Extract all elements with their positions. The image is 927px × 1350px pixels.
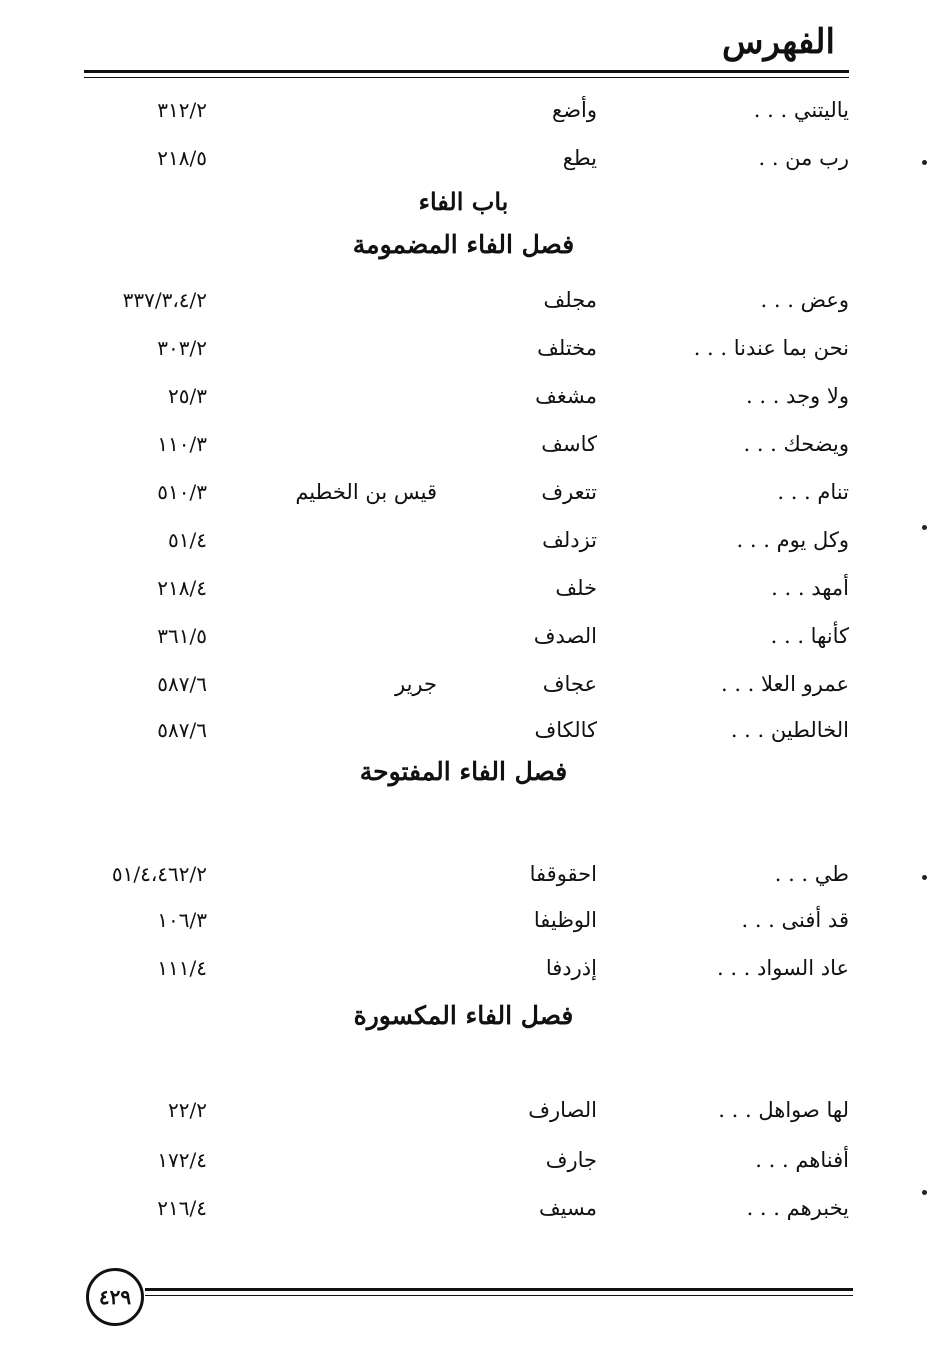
- index-row: [0, 90, 927, 130]
- rhyme-word: كاسف: [541, 432, 597, 456]
- section-title-kasra: فصل الفاء المكسورة: [353, 1001, 574, 1030]
- volume-page-ref: ٢١٨/٥: [157, 146, 207, 170]
- volume-page-ref: ١١١/٤: [157, 956, 207, 980]
- verse-opening: يخبرهم . . .: [746, 1196, 849, 1220]
- index-row: [0, 1090, 927, 1130]
- rhyme-word: مسيف: [538, 1196, 597, 1220]
- page-header-title: الفهرس: [722, 22, 835, 62]
- index-row: [0, 1188, 927, 1228]
- margin-mark: [922, 160, 927, 165]
- page-number: ٤٢٩: [86, 1268, 144, 1326]
- verse-opening: عمرو العلا . . .: [720, 672, 849, 696]
- volume-page-ref: ٢٥/٣: [168, 384, 207, 408]
- rhyme-word: الصدف: [533, 624, 597, 648]
- index-row: [0, 424, 927, 464]
- rhyme-word: كالكاف: [534, 718, 597, 742]
- verse-opening: نحن بما عندنا . . .: [693, 336, 849, 360]
- volume-page-ref: ٥٨٧/٦: [157, 672, 207, 696]
- rhyme-word: الصارف: [528, 1098, 597, 1122]
- verse-opening: عاد السواد . . .: [716, 956, 849, 980]
- volume-page-ref: ١١٠/٣: [157, 432, 207, 456]
- verse-opening: وعض . . .: [760, 288, 849, 312]
- rhyme-word: إذردفا: [545, 956, 597, 980]
- index-row: [0, 710, 927, 750]
- rhyme-word: يطع: [562, 146, 597, 170]
- margin-mark: [922, 875, 927, 880]
- rhyme-word: الوظيفا: [533, 908, 597, 932]
- index-row: [0, 328, 927, 368]
- verse-opening: ياليتني . . .: [753, 98, 849, 122]
- section-title-damma: فصل الفاء المضمومة: [352, 230, 575, 259]
- rhyme-word: عجاف: [542, 672, 597, 696]
- volume-page-ref: ٣٦١/٥: [157, 624, 207, 648]
- verse-opening: طي . . .: [774, 862, 849, 886]
- header-rule: [84, 70, 849, 78]
- verse-opening: كأنها . . .: [770, 624, 849, 648]
- index-row: [0, 376, 927, 416]
- rhyme-word: مجلف: [543, 288, 597, 312]
- volume-page-ref: ٣٠٣/٢: [157, 336, 207, 360]
- index-row: [0, 948, 927, 988]
- verse-opening: ولا وجد . . .: [746, 384, 849, 408]
- index-row: [0, 854, 927, 894]
- section-title-fatha: فصل الفاء المفتوحة: [359, 757, 568, 786]
- volume-page-ref: ٥١٠/٣: [157, 480, 207, 504]
- volume-page-ref: ٢١٨/٤: [157, 576, 207, 600]
- rhyme-word: تتعرف: [541, 480, 597, 504]
- margin-mark: [922, 1190, 927, 1195]
- index-row: [0, 616, 927, 656]
- index-row: [0, 900, 927, 940]
- rhyme-word: مختلف: [537, 336, 597, 360]
- volume-page-ref: ٢٢/٢: [168, 1098, 207, 1122]
- poet-name: جرير: [395, 672, 437, 696]
- volume-page-ref: ٥١/٤،٤٦٢/٢: [111, 862, 207, 886]
- volume-page-ref: ٢١٦/٤: [157, 1196, 207, 1220]
- index-row: [0, 138, 927, 178]
- verse-opening: ويضحك . . .: [743, 432, 849, 456]
- volume-page-ref: ٣٣٧/٣،٤/٢: [122, 288, 207, 312]
- index-row: [0, 472, 927, 512]
- verse-opening: الخالطين . . .: [730, 718, 849, 742]
- volume-page-ref: ١٧٢/٤: [157, 1148, 207, 1172]
- rhyme-word: مشغف: [535, 384, 597, 408]
- rhyme-word: احقوقفا: [529, 862, 597, 886]
- index-row: [0, 520, 927, 560]
- volume-page-ref: ٥١/٤: [168, 528, 207, 552]
- index-row: [0, 1140, 927, 1180]
- volume-page-ref: ١٠٦/٣: [157, 908, 207, 932]
- verse-opening: رب من . .: [758, 146, 849, 170]
- rhyme-word: جارف: [545, 1148, 597, 1172]
- margin-mark: [922, 525, 927, 530]
- volume-page-ref: ٣١٢/٢: [157, 98, 207, 122]
- verse-opening: تنام . . .: [777, 480, 849, 504]
- volume-page-ref: ٥٨٧/٦: [157, 718, 207, 742]
- verse-opening: أمهد . . .: [771, 576, 849, 600]
- verse-opening: لها صواهل . . .: [718, 1098, 849, 1122]
- verse-opening: وكل يوم . . .: [736, 528, 849, 552]
- verse-opening: أفناهم . . .: [755, 1148, 849, 1172]
- verse-opening: قد أفنى . . .: [741, 908, 849, 932]
- index-row: [0, 568, 927, 608]
- rhyme-word: خلف: [555, 576, 597, 600]
- footer-rule: [145, 1288, 853, 1296]
- rhyme-word: وأضع: [552, 98, 597, 122]
- chapter-title: باب الفاء: [418, 187, 509, 216]
- index-row: [0, 664, 927, 704]
- index-row: [0, 280, 927, 320]
- rhyme-word: تزدلف: [542, 528, 597, 552]
- poet-name: قيس بن الخطيم: [295, 480, 437, 504]
